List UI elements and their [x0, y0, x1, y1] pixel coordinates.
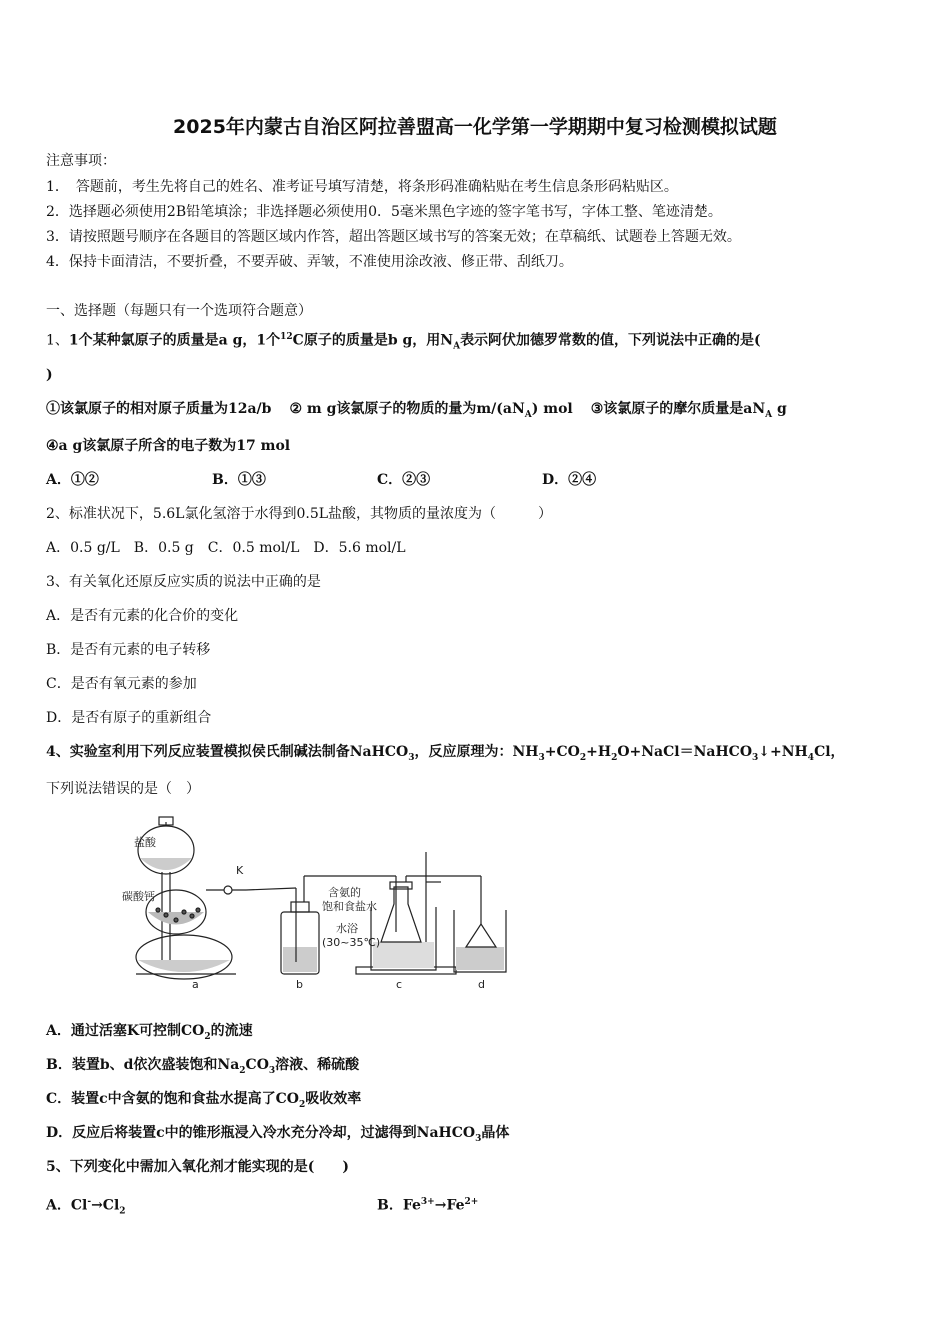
q5-option-b [377, 1193, 478, 1215]
q5-sup: 3+ [420, 1197, 435, 1207]
label-k: K [236, 864, 244, 877]
q3-option: B．是否有元素的电子转移 [46, 642, 211, 658]
label-hcl: 盐酸 [134, 836, 156, 849]
q1-stem-close: ) [46, 367, 53, 383]
q5-option-b-text: →Fe [434, 1197, 465, 1214]
section-heading: 一、选择题（每题只有一个选项符合题意） [46, 303, 312, 319]
q1-statement-2-end: ) mol [531, 401, 573, 417]
q3-stem: 3、有关氧化还原反应实质的说法中正确的是 [46, 574, 321, 590]
q4-option-a-text: 的流速 [210, 1023, 253, 1039]
q5-option-b-text: B．Fe [377, 1197, 421, 1214]
q1-statement-3: ③该氯原子的摩尔质量是aN [590, 401, 766, 417]
q1-option: A．①② [46, 472, 99, 488]
q4-option-b-text: B．装置b、d依次盛装饱和Na [46, 1057, 240, 1073]
q5-sub: 2 [119, 1206, 126, 1217]
q5-option-a-text: →Cl [91, 1197, 120, 1214]
conical-flask [381, 887, 421, 942]
q5-sup: - [87, 1197, 92, 1207]
q1-option: C．②③ [377, 472, 431, 488]
q4-option-b [46, 1056, 359, 1080]
label-c: c [396, 978, 403, 991]
q4-option-a-text: A．通过活塞K可控制CO [46, 1023, 205, 1039]
q1-stem-part: 1个某种氯原子的质量是a g，1个 [68, 332, 281, 349]
label-d: d [478, 978, 485, 991]
q4-option-c [46, 1090, 361, 1114]
k-valve [224, 886, 232, 894]
q4-option-c-text: C．装置c中含氨的饱和食盐水提高了CO [46, 1091, 300, 1107]
label-a: a [192, 978, 199, 991]
q4-stem-part: ↓+NH [758, 744, 808, 760]
q1-statements [46, 400, 787, 424]
q1-statement-1: ①该氯原子的相对原子质量为12a/b [46, 401, 272, 417]
kipp-bottom-bulb [136, 935, 232, 979]
q1-sub: A [453, 341, 461, 352]
q5-stem: 5、下列变化中需加入氧化剂才能实现的是( ) [46, 1159, 349, 1175]
label-bath-1: 水浴 [336, 922, 358, 935]
q4-stem [46, 743, 845, 767]
q1-option: D．②④ [542, 472, 597, 488]
notice-item: 1． 答题前，考生先将自己的姓名、准考证号填写清楚，将条形码准确粘贴在考生信息条形码粘贴区。 [46, 179, 678, 195]
q1-statement-2: ② m g该氯原子的物质的量为m/(aN [289, 401, 525, 417]
q4-sub: 3 [408, 752, 415, 763]
q3-option: C．是否有氧元素的参加 [46, 676, 197, 692]
notice-item: 4．保持卡面清洁，不要折叠，不要弄破、弄皱，不准使用涂改液、修正带、刮纸刀。 [46, 254, 573, 270]
q4-sub: 2 [299, 1099, 306, 1110]
q4-sub: 3 [475, 1133, 482, 1144]
q4-option-a [46, 1022, 253, 1046]
q4-sub: 3 [268, 1065, 276, 1076]
q3-option: A．是否有元素的化合价的变化 [46, 608, 239, 624]
label-ammonia-1: 含氨的 [328, 886, 361, 899]
label-bath-2: (30~35℃) [322, 936, 381, 949]
q4-option-d-text: 晶体 [481, 1125, 510, 1141]
q4-stem-part: +CO [544, 744, 580, 760]
q4-sub: 2 [579, 752, 587, 763]
q4-option-d [46, 1124, 509, 1148]
apparatus-figure [96, 812, 516, 992]
q4-option-c-text: 吸收效率 [305, 1091, 362, 1107]
q4-sub: 2 [239, 1065, 246, 1076]
q2-options: A．0.5 g/L B．0.5 g C．0.5 mol/L D．5.6 mol/L [46, 540, 406, 556]
q3-option: D．是否有原子的重新组合 [46, 710, 212, 726]
q4-sub: 3 [538, 752, 545, 763]
q4-stem-part: O+NaCl＝NaHCO [617, 744, 753, 760]
label-ammonia-2: 饱和食盐水 [322, 900, 377, 913]
q1-stem [46, 328, 761, 355]
page-title: 2025年内蒙古自治区阿拉善盟高一化学第一学期期中复习检测模拟试题 [173, 116, 777, 138]
q1-sub: A [765, 409, 773, 420]
notice-heading: 注意事项： [46, 153, 116, 169]
q1-statement-4: ④a g该氯原子所含的电子数为17 mol [46, 438, 291, 454]
q4-sub: 3 [752, 752, 759, 763]
q1-sub: A [524, 409, 532, 420]
q4-sub: 2 [204, 1031, 211, 1042]
q4-sub: 4 [807, 752, 815, 763]
q1-stem-part: C原子的质量是b g，用N [292, 332, 454, 349]
q5-sup: 2+ [464, 1197, 479, 1207]
q4-stem-part: Cl， [814, 744, 845, 760]
label-caco3: 碳酸钙 [122, 890, 155, 903]
q4-option-b-text: 溶液、稀硫酸 [275, 1057, 360, 1073]
q1-sup: 12 [280, 332, 293, 342]
q1-stem-part: 表示阿伏加德罗常数的值，下列说法中正确的是( [460, 332, 761, 349]
q4-option-d-text: D．反应后将装置c中的锥形瓶浸入冷水充分冷却，过滤得到NaHCO [46, 1125, 476, 1141]
inverted-funnel [466, 924, 496, 947]
q1-option: B．①③ [212, 472, 266, 488]
q1-number: 1、 [46, 332, 69, 349]
q4-stem-line2: 下列说法错误的是（ ） [46, 781, 200, 797]
q4-sub: 2 [611, 752, 618, 763]
q4-stem-part: +H [586, 744, 612, 760]
q1-statement-3-end: g [772, 401, 787, 417]
q5-option-a-text: A．Cl [46, 1197, 88, 1214]
q4-option-b-text: CO [245, 1057, 269, 1073]
notice-item: 2．选择题必须使用2B铅笔填涂；非选择题必须使用0．5毫米黑色字迹的签字笔书写，字体工整、笔迹清楚。 [46, 204, 722, 220]
q2-stem: 2、标准状况下，5.6L氯化氢溶于水得到0.5L盐酸，其物质的量浓度为（ ） [46, 506, 553, 522]
q5-option-a [46, 1193, 126, 1220]
q4-stem-part: ，反应原理为：NH [414, 744, 539, 760]
q4-stem-part: 4、实验室利用下列反应装置模拟侯氏制碱法制备NaHCO [46, 744, 409, 760]
label-b: b [296, 978, 303, 991]
notice-item: 3．请按照题号顺序在各题目的答题区域内作答，超出答题区域书写的答案无效；在草稿纸、试题卷上答题无效。 [46, 229, 741, 245]
